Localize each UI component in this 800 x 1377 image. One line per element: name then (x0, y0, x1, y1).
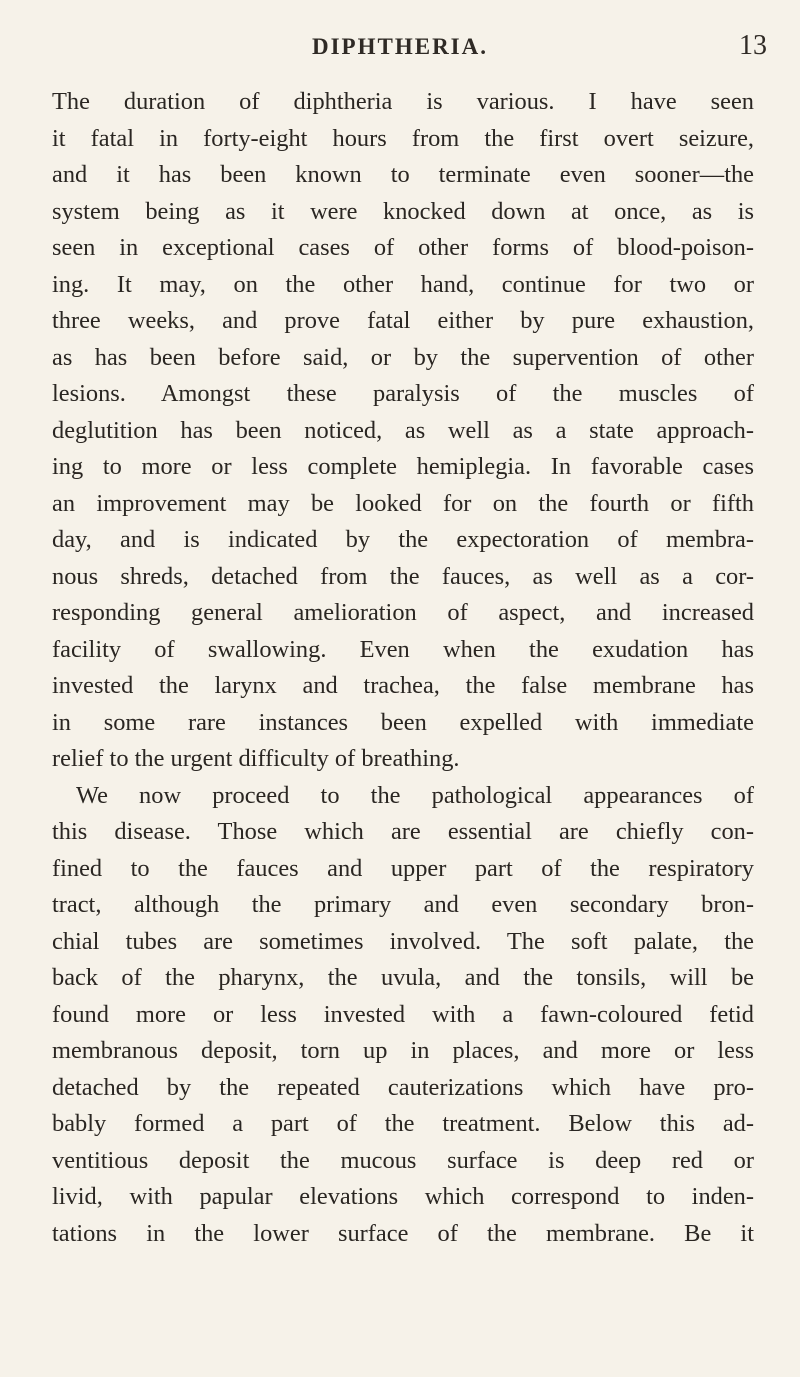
text-line: relief to the urgent difficulty of breathing. (52, 745, 460, 772)
running-head (0, 30, 800, 70)
text-line: fined to the fauces and upper part of the respiratory (52, 854, 754, 882)
text-line: ing. It may, on the other hand, continue for two or (52, 270, 754, 298)
text-line: The duration of diphtheria is various. I have seen (52, 88, 754, 115)
text-line: responding general amelioration of aspect, and increased (52, 599, 754, 626)
text-line: an improvement may be looked for on the fourth or fifth (52, 489, 754, 517)
text-line: deglutition has been noticed, as well as a state approach- (52, 416, 754, 444)
text-line: and it has been known to terminate even sooner—the (52, 161, 754, 188)
text-line: detached by the repeated cauterizations which have pro- (52, 1073, 754, 1101)
text-line: this disease. Those which are essential are chiefly con- (52, 818, 754, 845)
paragraph-pathology (52, 778, 754, 1253)
text-line: system being as it were knocked down at once, as is (52, 197, 754, 225)
text-line: in some rare instances been expelled with immediate (52, 708, 754, 736)
text-line: seen in exceptional cases of other forms of blood-poison- (52, 234, 754, 261)
text-line: day, and is indicated by the expectoration of membra- (52, 526, 754, 553)
text-line: We now proceed to the pathological appearances of (76, 781, 754, 809)
text-line: facility of swallowing. Even when the exudation has (52, 635, 754, 663)
text-line: livid, with papular elevations which correspond to inden- (52, 1183, 754, 1210)
text-line: bably formed a part of the treatment. Below this ad- (52, 1110, 754, 1137)
text-line: lesions. Amongst these paralysis of the muscles of (52, 380, 754, 407)
paragraph-duration (52, 84, 754, 778)
page-number: 13 (739, 30, 767, 61)
text-line: three weeks, and prove fatal either by pure exhaustion, (52, 307, 754, 334)
text-line: as has been before said, or by the supervention of other (52, 343, 754, 371)
text-line: invested the larynx and trachea, the false membrane has (52, 672, 754, 699)
text-line: tract, although the primary and even secondary bron- (52, 891, 754, 918)
text-line: found more or less invested with a fawn-coloured fetid (52, 1000, 754, 1028)
text-line: ventitious deposit the mucous surface is deep red or (52, 1146, 754, 1174)
text-line: membranous deposit, torn up in places, and more or less (52, 1037, 754, 1064)
text-line: tations in the lower surface of the membrane. Be it (52, 1219, 754, 1247)
text-line: chial tubes are sometimes involved. The soft palate, the (52, 927, 754, 955)
text-line: it fatal in forty-eight hours from the first overt seizure, (52, 124, 754, 152)
text-line: ing to more or less complete hemiplegia. In favorable cases (52, 453, 754, 480)
running-title: DIPHTHERIA. (312, 34, 488, 59)
text-line: back of the pharynx, the uvula, and the tonsils, will be (52, 964, 754, 991)
body-text (52, 84, 754, 1252)
text-line: nous shreds, detached from the fauces, as well as a cor- (52, 562, 754, 590)
